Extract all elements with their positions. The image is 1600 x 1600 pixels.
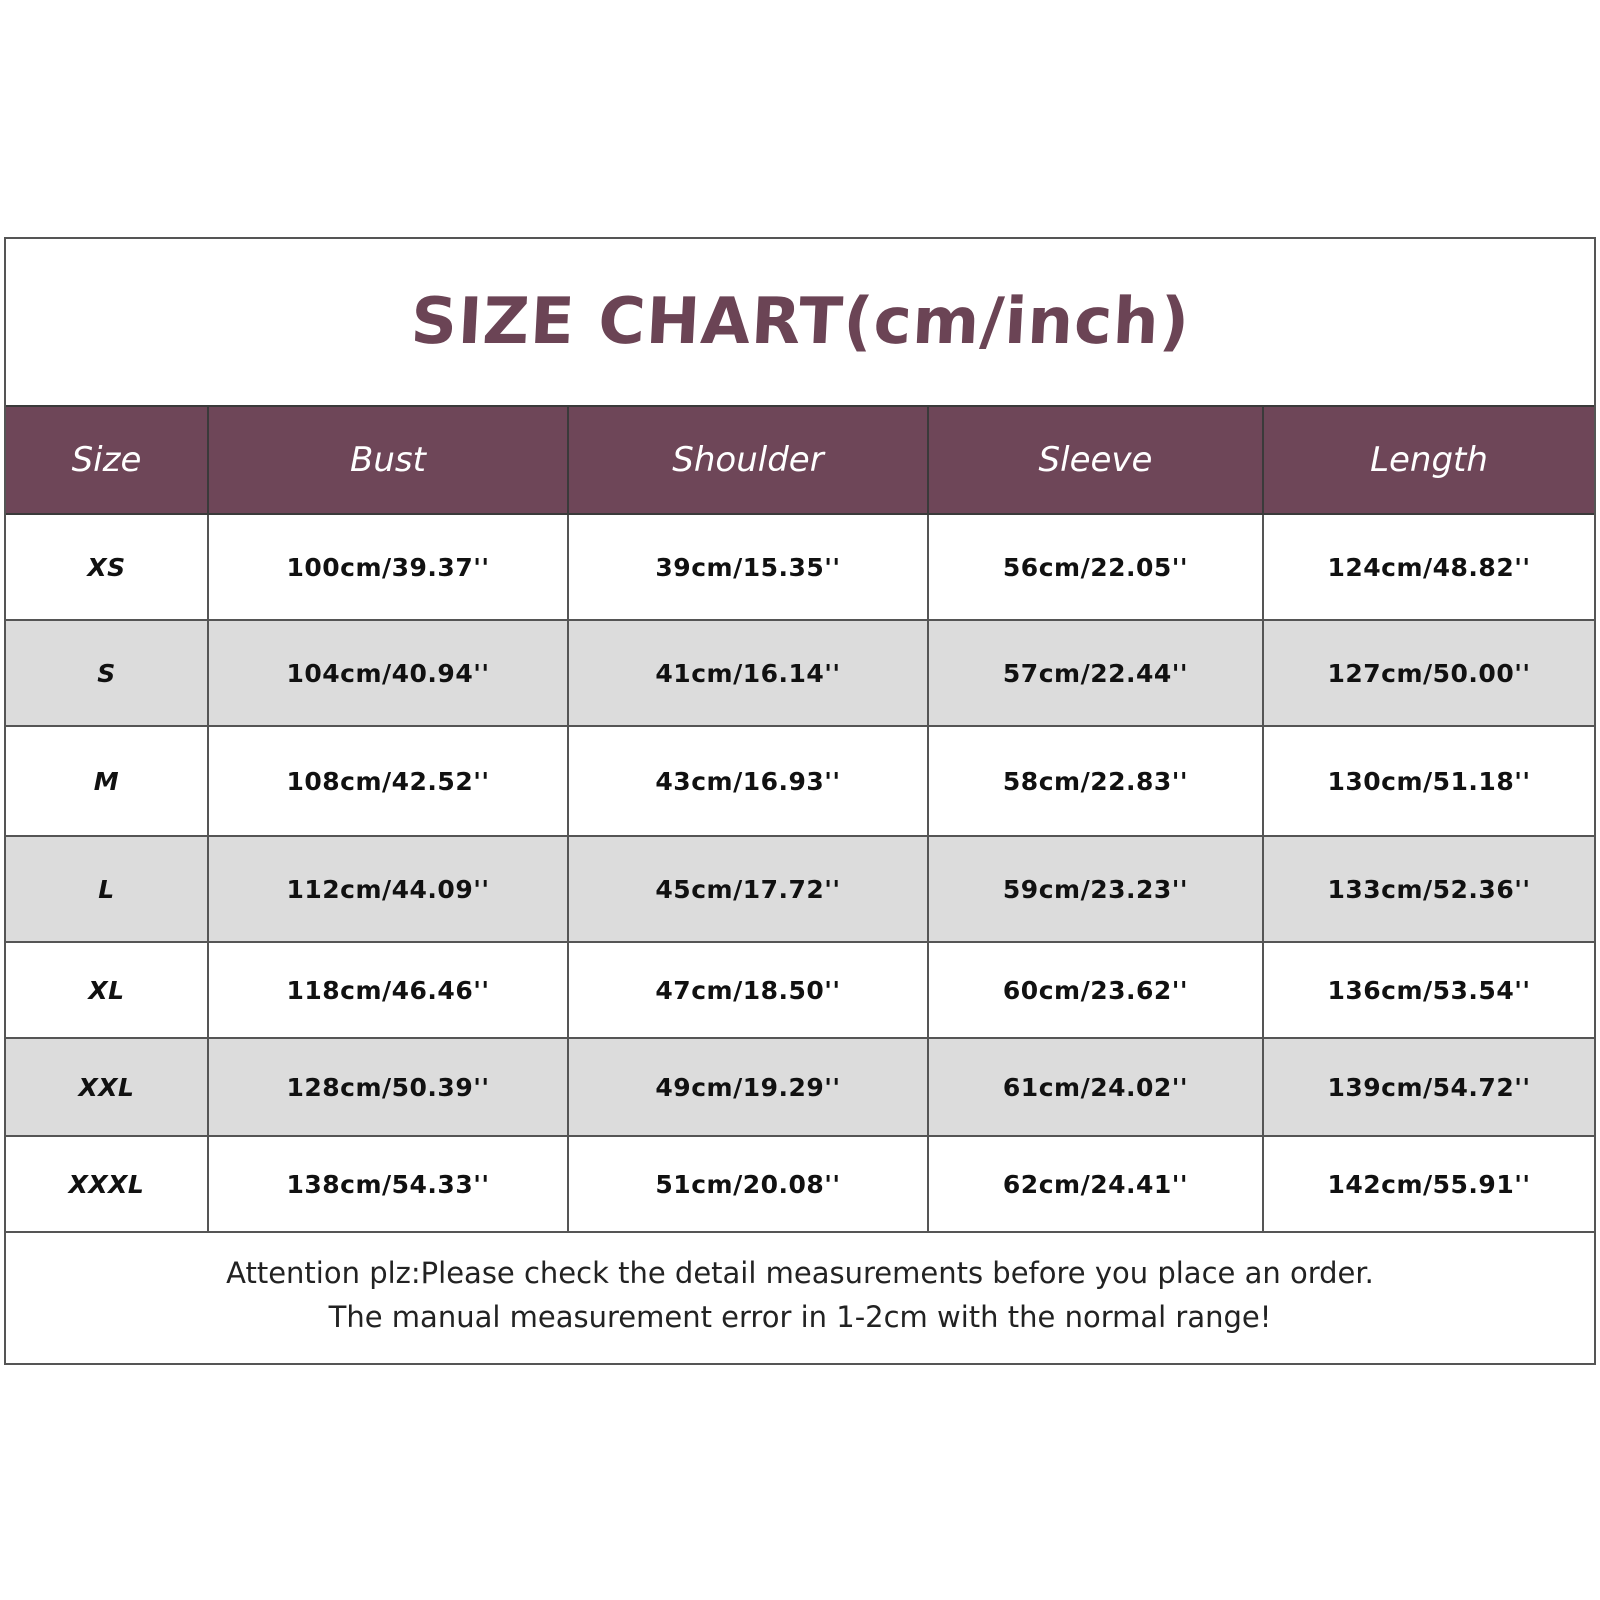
table-row (6, 514, 1594, 620)
bust-cell: 138cm/54.33'' (208, 1136, 568, 1232)
sleeve-cell: 62cm/24.41'' (928, 1136, 1263, 1232)
header-bust: Bust (208, 406, 568, 514)
size-cell: S (6, 620, 208, 726)
table-row (6, 1038, 1594, 1136)
shoulder-cell: 49cm/19.29'' (568, 1038, 928, 1136)
note-line-1: Attention plz:Please check the detail measurements before you place an order. (226, 1256, 1374, 1290)
bust-cell: 104cm/40.94'' (208, 620, 568, 726)
size-cell: M (6, 726, 208, 836)
shoulder-cell: 43cm/16.93'' (568, 726, 928, 836)
shoulder-cell: 47cm/18.50'' (568, 942, 928, 1038)
size-cell: XXL (6, 1038, 208, 1136)
header-size: Size (6, 406, 208, 514)
table-row (6, 836, 1594, 942)
size-cell: XXXL (6, 1136, 208, 1232)
table-row (6, 1136, 1594, 1232)
sleeve-cell: 60cm/23.62'' (928, 942, 1263, 1038)
header-row (6, 406, 1594, 514)
bust-cell: 112cm/44.09'' (208, 836, 568, 942)
sleeve-cell: 58cm/22.83'' (928, 726, 1263, 836)
bust-cell: 108cm/42.52'' (208, 726, 568, 836)
attention-note (6, 1227, 1594, 1363)
bust-cell: 118cm/46.46'' (208, 942, 568, 1038)
size-chart (4, 237, 1596, 1365)
sleeve-cell: 61cm/24.02'' (928, 1038, 1263, 1136)
table-row (6, 726, 1594, 836)
length-cell: 130cm/51.18'' (1263, 726, 1594, 836)
shoulder-cell: 41cm/16.14'' (568, 620, 928, 726)
length-cell: 124cm/48.82'' (1263, 514, 1594, 620)
table-row (6, 620, 1594, 726)
bust-cell: 100cm/39.37'' (208, 514, 568, 620)
sleeve-cell: 57cm/22.44'' (928, 620, 1263, 726)
header-sleeve: Sleeve (928, 406, 1263, 514)
table-row (6, 942, 1594, 1038)
length-cell: 127cm/50.00'' (1263, 620, 1594, 726)
sleeve-cell: 56cm/22.05'' (928, 514, 1263, 620)
title-band (6, 239, 1594, 405)
shoulder-cell: 45cm/17.72'' (568, 836, 928, 942)
length-cell: 139cm/54.72'' (1263, 1038, 1594, 1136)
bust-cell: 128cm/50.39'' (208, 1038, 568, 1136)
size-cell: XS (6, 514, 208, 620)
shoulder-cell: 39cm/15.35'' (568, 514, 928, 620)
length-cell: 133cm/52.36'' (1263, 836, 1594, 942)
header-shoulder: Shoulder (568, 406, 928, 514)
header-length: Length (1263, 406, 1594, 514)
size-cell: L (6, 836, 208, 942)
length-cell: 142cm/55.91'' (1263, 1136, 1594, 1232)
size-cell: XL (6, 942, 208, 1038)
sleeve-cell: 59cm/23.23'' (928, 836, 1263, 942)
size-table (6, 405, 1594, 1233)
shoulder-cell: 51cm/20.08'' (568, 1136, 928, 1232)
length-cell: 136cm/53.54'' (1263, 942, 1594, 1038)
chart-title: SIZE CHART(cm/inch) (408, 285, 1192, 359)
note-line-2: The manual measurement error in 1-2cm with the normal range! (328, 1300, 1272, 1334)
